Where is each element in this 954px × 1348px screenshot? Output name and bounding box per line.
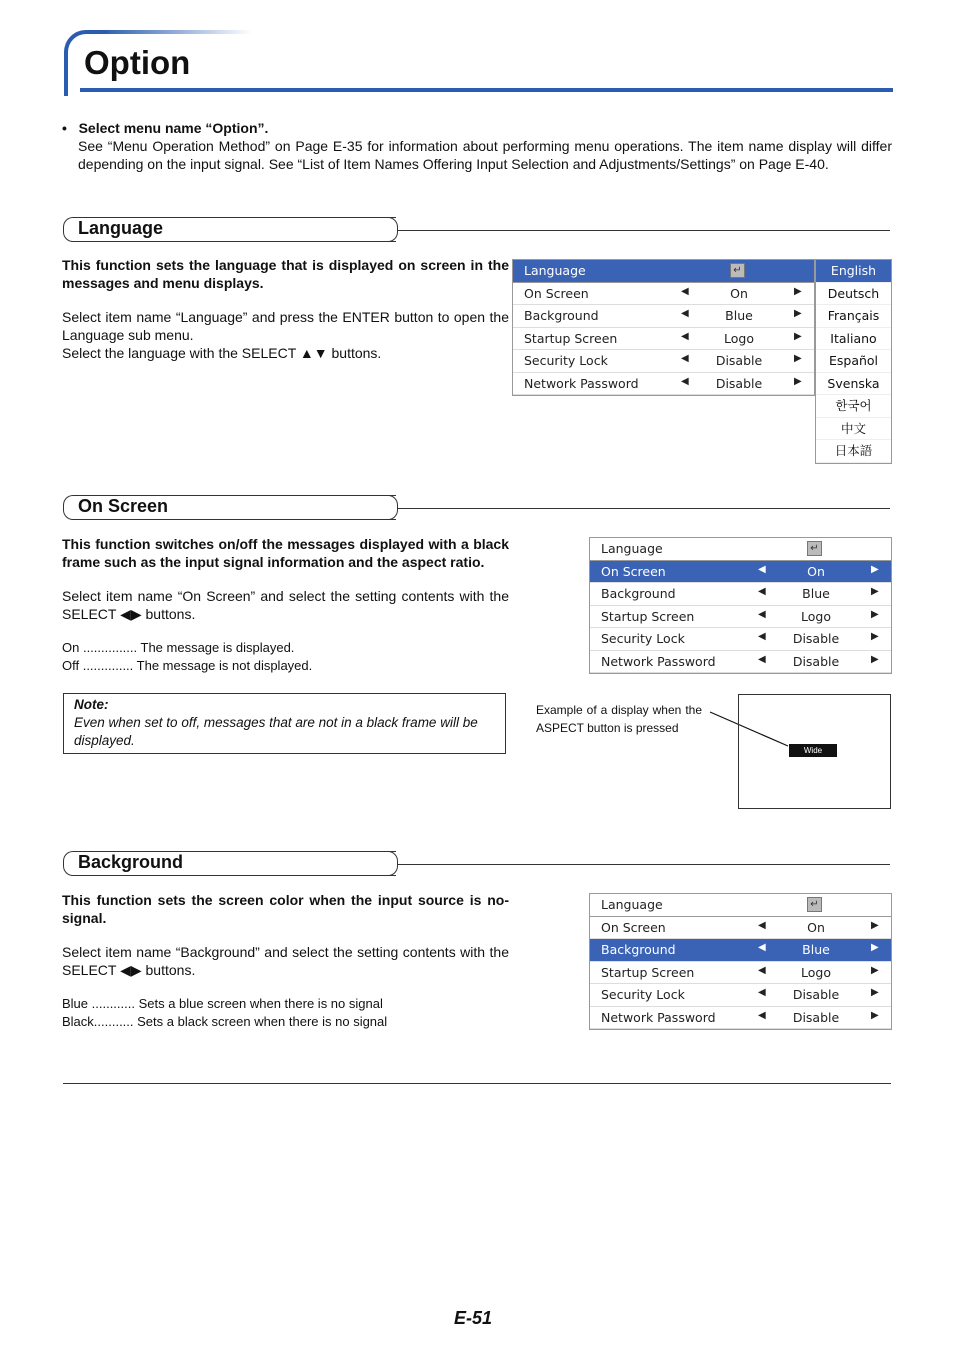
- background-def-blue: Blue ............ Sets a blue screen when there is no signal: [62, 996, 383, 1011]
- menu-item[interactable]: [590, 628, 891, 651]
- menu-item[interactable]: [590, 984, 891, 1007]
- menu-item-value: Logo: [801, 608, 831, 624]
- menu-item[interactable]: [590, 894, 891, 917]
- left-arrow-icon[interactable]: ◀: [681, 285, 689, 297]
- language-p2: Select the language with the SELECT ▲▼ buttons.: [62, 345, 382, 361]
- on-screen-lead: This function switches on/off the messages displayed with a black frame such as the input signal information and the aspect ratio.: [62, 536, 509, 570]
- page-number: E-51: [454, 1308, 493, 1328]
- left-arrow-icon[interactable]: ◀: [681, 330, 689, 342]
- language-option[interactable]: 한국어: [816, 395, 891, 418]
- on-screen-body: [62, 535, 509, 675]
- on-screen-def-on: On ............... The message is displayed.: [62, 640, 295, 655]
- right-arrow-icon[interactable]: ▶: [871, 942, 879, 953]
- example-caption: Example of a display when the ASPECT button is pressed: [536, 703, 702, 735]
- background-lead: This function sets the screen color when the input source is no-signal.: [62, 892, 509, 926]
- intro-text: See “Menu Operation Method” on Page E-35 for information about performing menu operations. The item name display will differ depending on the input signal. See “List of Item Names Offering Input Selection and Adjustments/Settings” on Page E-40.: [78, 138, 892, 172]
- menu-item[interactable]: [590, 1007, 891, 1030]
- menu-item-label: Startup Screen: [601, 608, 695, 624]
- right-arrow-icon[interactable]: ▶: [794, 330, 802, 342]
- menu-item-label: Security Lock: [524, 353, 608, 368]
- note-text: Even when set to off, messages that are not in a black frame will be displayed.: [74, 715, 478, 748]
- left-arrow-icon[interactable]: ◀: [758, 964, 766, 976]
- left-arrow-icon[interactable]: ◀: [758, 563, 766, 575]
- wide-message: Wide: [789, 744, 837, 757]
- menu-item[interactable]: [513, 328, 814, 351]
- intro-heading: [62, 119, 892, 137]
- section-tab-end: [379, 495, 398, 520]
- menu-item-value: Blue: [802, 586, 830, 601]
- menu-item-value: Blue: [802, 942, 830, 957]
- language-p1: Select item name “Language” and press the ENTER button to open the Language sub menu.: [62, 309, 509, 343]
- section-rule: [398, 864, 890, 865]
- enter-icon: ↵: [807, 897, 822, 912]
- menu-item-value: Blue: [725, 308, 753, 323]
- right-arrow-icon[interactable]: ▶: [871, 653, 879, 665]
- menu-item-label: Language: [524, 263, 586, 278]
- section-title: Language: [78, 218, 164, 238]
- right-arrow-icon[interactable]: ▶: [871, 1009, 879, 1021]
- left-arrow-icon[interactable]: ◀: [758, 919, 766, 931]
- right-arrow-icon[interactable]: ▶: [794, 353, 802, 364]
- section-rule: [398, 508, 890, 509]
- left-arrow-icon[interactable]: ◀: [758, 987, 766, 998]
- left-arrow-icon[interactable]: ◀: [681, 353, 689, 364]
- right-arrow-icon[interactable]: ▶: [871, 964, 879, 976]
- menu-item-value: Disable: [715, 375, 763, 391]
- language-option[interactable]: Deutsch: [816, 283, 891, 306]
- menu-item[interactable]: [590, 962, 891, 985]
- option-menu-on-screen: [589, 537, 892, 674]
- section-tab-end: [379, 217, 398, 242]
- left-arrow-icon[interactable]: ◀: [758, 653, 766, 665]
- right-arrow-icon[interactable]: ▶: [871, 563, 879, 575]
- menu-item-value: Disable: [792, 631, 840, 646]
- section-title: On Screen: [78, 496, 169, 516]
- menu-item-label: Language: [601, 541, 663, 556]
- section-title: Background: [78, 852, 184, 872]
- enter-icon: ↵: [730, 263, 745, 278]
- title-frame-top-line: [102, 30, 252, 34]
- menu-item[interactable]: [513, 283, 814, 306]
- language-lead: This function sets the language that is displayed on screen in the messages and menu displays.: [62, 257, 509, 291]
- background-body: [62, 891, 509, 1031]
- page-title: Option: [84, 44, 191, 81]
- menu-item-label: On Screen: [601, 563, 666, 579]
- note-heading: Note:: [74, 697, 109, 712]
- menu-item[interactable]: [590, 917, 891, 940]
- section-header-on-screen: [63, 495, 890, 521]
- menu-item-label: Startup Screen: [601, 964, 695, 980]
- menu-item-value: On: [807, 563, 825, 579]
- menu-item-label: Language: [601, 897, 663, 912]
- bottom-rule: [63, 1083, 891, 1084]
- menu-item-label: Startup Screen: [524, 330, 618, 346]
- language-option[interactable]: Italiano: [816, 328, 891, 351]
- menu-item-value: Logo: [801, 964, 831, 980]
- menu-item[interactable]: [590, 939, 891, 962]
- right-arrow-icon[interactable]: ▶: [871, 608, 879, 620]
- language-submenu: [815, 259, 892, 464]
- menu-item[interactable]: [590, 606, 891, 629]
- menu-item-label: Background: [601, 586, 676, 601]
- menu-item[interactable]: [513, 260, 814, 283]
- background-p1: Select item name “Background” and select the setting contents with the SELECT ◀▶ buttons.: [62, 944, 509, 978]
- menu-item[interactable]: [513, 350, 814, 373]
- right-arrow-icon[interactable]: ▶: [871, 631, 879, 642]
- menu-item[interactable]: [590, 583, 891, 606]
- right-arrow-icon[interactable]: ▶: [794, 285, 802, 297]
- menu-item-label: Security Lock: [601, 987, 685, 1002]
- intro: [62, 119, 892, 173]
- left-arrow-icon[interactable]: ◀: [758, 631, 766, 642]
- menu-item-value: Disable: [792, 1009, 840, 1025]
- menu-item-label: Network Password: [601, 653, 716, 669]
- section-header-background: [63, 851, 890, 877]
- bullet: •: [62, 120, 67, 136]
- menu-item[interactable]: [590, 651, 891, 674]
- language-option[interactable]: 日本語: [816, 440, 891, 463]
- menu-item[interactable]: [513, 305, 814, 328]
- right-arrow-icon[interactable]: ▶: [794, 308, 802, 319]
- menu-item[interactable]: [590, 538, 891, 561]
- left-arrow-icon[interactable]: ◀: [681, 308, 689, 319]
- left-arrow-icon[interactable]: ◀: [758, 942, 766, 953]
- menu-item-label: Network Password: [524, 375, 639, 391]
- section-header-language: [63, 217, 890, 243]
- menu-item[interactable]: [513, 373, 814, 396]
- language-option[interactable]: Svenska: [816, 373, 891, 396]
- menu-item-value: Logo: [724, 330, 754, 346]
- note-box: [63, 693, 506, 754]
- language-option[interactable]: Español: [816, 350, 891, 373]
- right-arrow-icon[interactable]: ▶: [871, 987, 879, 998]
- menu-item[interactable]: [590, 561, 891, 584]
- right-arrow-icon[interactable]: ▶: [794, 375, 802, 387]
- menu-item-label: On Screen: [601, 919, 666, 935]
- section-rule: [398, 230, 890, 231]
- enter-icon: ↵: [807, 541, 822, 556]
- right-arrow-icon[interactable]: ▶: [871, 586, 879, 597]
- menu-item-label: Security Lock: [601, 631, 685, 646]
- left-arrow-icon[interactable]: ◀: [758, 608, 766, 620]
- on-screen-def-off: Off .............. The message is not displayed.: [62, 658, 313, 673]
- option-menu-background: [589, 893, 892, 1030]
- left-arrow-icon[interactable]: ◀: [758, 586, 766, 597]
- language-option[interactable]: 中文: [816, 418, 891, 441]
- menu-item-value: On: [730, 285, 748, 301]
- menu-item-label: Network Password: [601, 1009, 716, 1025]
- left-arrow-icon[interactable]: ◀: [681, 375, 689, 387]
- menu-item-value: Disable: [715, 353, 763, 368]
- right-arrow-icon[interactable]: ▶: [871, 919, 879, 931]
- on-screen-p1: Select item name “On Screen” and select the setting contents with the SELECT ◀▶ buttons.: [62, 588, 509, 622]
- menu-item-value: Disable: [792, 987, 840, 1002]
- section-tab-end: [379, 851, 398, 876]
- menu-item-value: On: [807, 919, 825, 935]
- menu-item-label: Background: [524, 308, 599, 323]
- menu-item-value: Disable: [792, 653, 840, 669]
- title-frame-bottom-line: [80, 88, 893, 92]
- menu-item-label: On Screen: [524, 285, 589, 301]
- option-menu-language: [512, 259, 815, 396]
- language-option[interactable]: Français: [816, 305, 891, 328]
- background-def-black: Black........... Sets a black screen when there is no signal: [62, 1014, 388, 1029]
- language-body: [62, 256, 509, 378]
- intro-heading-text: Select menu name “Option”.: [78, 120, 269, 136]
- language-option[interactable]: English: [816, 260, 891, 283]
- left-arrow-icon[interactable]: ◀: [758, 1009, 766, 1021]
- menu-item-label: Background: [601, 942, 676, 957]
